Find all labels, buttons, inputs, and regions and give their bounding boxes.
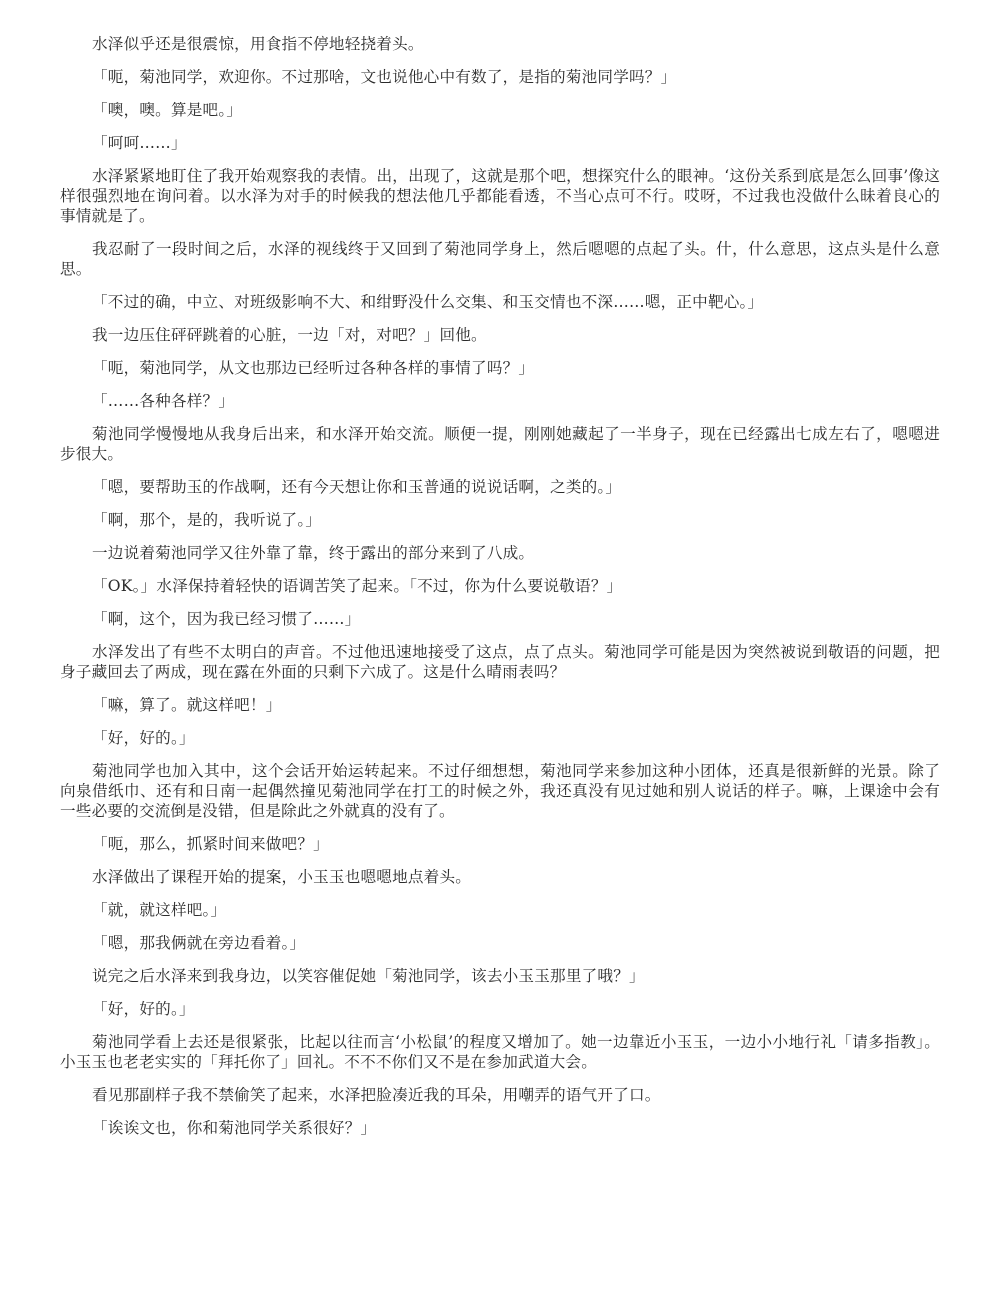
paragraph: 菊池同学看上去还是很紧张，比起以往而言‘小松鼠’的程度又增加了。她一边靠近小玉玉，一边小小地行礼「请多指教」。小玉玉也老老实实的「拜托你了」回礼。不不不你们又不是在参加武道大会。	[60, 1033, 940, 1071]
paragraph: 「嗯，那我俩就在旁边看着。」	[92, 934, 306, 952]
paragraph: 「OK。」水泽保持着轻快的语调苦笑了起来。「不过，你为什么要说敬语？」	[92, 577, 623, 595]
paragraph: 「噢，噢。算是吧。」	[92, 101, 243, 119]
paragraph: 「呃，菊池同学，欢迎你。不过那啥，文也说他心中有数了，是指的菊池同学吗？」	[92, 68, 677, 86]
paragraph: 菊池同学慢慢地从我身后出来，和水泽开始交流。顺便一提，刚刚她藏起了一半身子，现在已经露出七成左右了，嗯嗯进步很大。	[60, 425, 940, 463]
paragraph: 水泽似乎还是很震惊，用食指不停地轻挠着头。	[92, 35, 424, 53]
paragraph: 我一边压住砰砰跳着的心脏，一边「对，对吧？」回他。	[92, 326, 487, 344]
paragraph: 看见那副样子我不禁偷笑了起来，水泽把脸凑近我的耳朵，用嘲弄的语气开了口。	[92, 1086, 661, 1104]
paragraph: 「啊，这个，因为我已经习惯了……」	[92, 610, 361, 628]
paragraph: 水泽紧紧地盯住了我开始观察我的表情。出，出现了，这就是那个吧，想探究什么的眼神。‘这份关系到底是怎么回事’像这样很强烈地在询问着。以水泽为对手的时候我的想法他几乎都能看透，不当心点可不行。哎呀，不过我也没做什么昧着良心的事情就是了。	[60, 167, 940, 225]
paragraph: 水泽做出了课程开始的提案，小玉玉也嗯嗯地点着头。	[92, 868, 472, 886]
paragraph: 一边说着菊池同学又往外靠了靠，终于露出的部分来到了八成。	[92, 544, 535, 562]
paragraph: 水泽发出了有些不太明白的声音。不过他迅速地接受了这点，点了点头。菊池同学可能是因为突然被说到敬语的问题，把身子藏回去了两成，现在露在外面的只剩下六成了。这是什么晴雨表吗？	[60, 643, 940, 681]
paragraph: 「就，就这样吧。」	[92, 901, 227, 919]
paragraph: 「……各种各样？」	[92, 392, 235, 410]
paragraph: 我忍耐了一段时间之后，水泽的视线终于又回到了菊池同学身上，然后嗯嗯的点起了头。什，什么意思，这点头是什么意思。	[60, 240, 940, 278]
paragraph: 「不过的确，中立、对班级影响不大、和绀野没什么交集、和玉交情也不深……嗯，正中靶心。」	[92, 293, 764, 311]
paragraph: 「啊，那个，是的，我听说了。」	[92, 511, 322, 529]
paragraph: 说完之后水泽来到我身边，以笑容催促她「菊池同学，该去小玉玉那里了哦？」	[92, 967, 645, 985]
paragraph: 「好，好的。」	[92, 1000, 195, 1018]
paragraph: 「嘛，算了。就这样吧！」	[92, 696, 282, 714]
paragraph: 菊池同学也加入其中，这个会话开始运转起来。不过仔细想想，菊池同学来参加这种小团体，还真是很新鲜的光景。除了向泉借纸巾、还有和日南一起偶然撞见菊池同学在打工的时候之外，我还真没有见过她和别人说话的样子。嘛，上课途中会有一些必要的交流倒是没错，但是除此之外就真的没有了。	[60, 762, 940, 820]
paragraph: 「呃，菊池同学，从文也那边已经听过各种各样的事情了吗？」	[92, 359, 535, 377]
paragraph: 「好，好的。」	[92, 729, 195, 747]
paragraph: 「诶诶文也，你和菊池同学关系很好？」	[92, 1119, 377, 1137]
paragraph: 「呃，那么，抓紧时间来做吧？」	[92, 835, 329, 853]
paragraph: 「嗯，要帮助玉的作战啊，还有今天想让你和玉普通的说说话啊，之类的。」	[92, 478, 622, 496]
paragraph: 「呵呵……」	[92, 134, 187, 152]
